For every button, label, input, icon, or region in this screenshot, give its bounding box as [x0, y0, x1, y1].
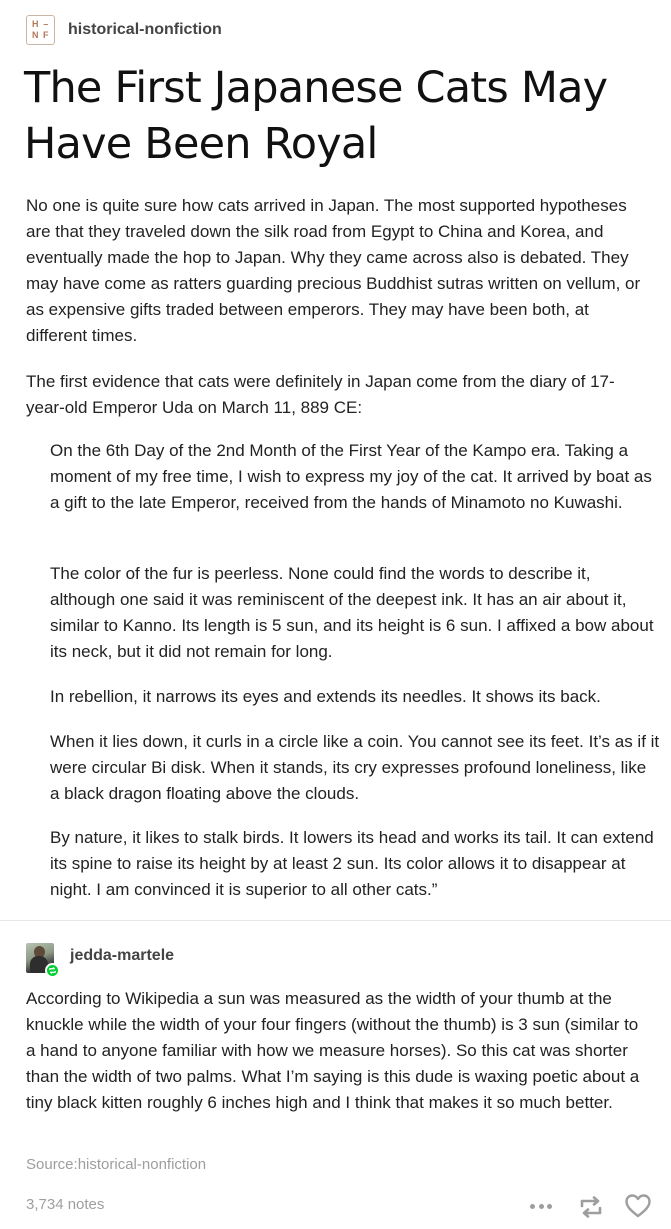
source-attribution [26, 1156, 206, 1173]
reblog-comment: According to Wikipedia a sun was measured as the width of your thumb at the knuckle while the width of your four fingers (without the thumb) is 3 sun (similar to a hand to anyone familiar with how we measure horses). So this cat was shorter than the width of two palms. What I’m saying is this dude is waxing poetic about a tiny black kitten roughly 6 inches high and I think that makes it so much better. [26, 989, 640, 1112]
post-title: The First Japanese Cats May Have Been Royal [24, 63, 608, 169]
post-paragraph: The first evidence that cats were definitely in Japan come from the diary of 17-year-old Emperor Uda on March 11, 889 CE: [26, 372, 615, 417]
reblog-header [26, 940, 174, 976]
more-options-icon[interactable] [526, 1194, 556, 1218]
avatar-letter: F [43, 30, 49, 40]
avatar-letter: H [32, 19, 39, 29]
reblog-divider [0, 920, 671, 921]
blockquote-paragraph: On the 6th Day of the 2nd Month of the First Year of the Kampo era. Taking a moment of my free time, I wish to express my joy of the cat. It arrived by boat as a gift to the late Emperor, received from the hands of Minamoto no Kuwashi. [50, 441, 652, 512]
source-label: Source: [26, 1156, 78, 1173]
reblog-icon[interactable] [577, 1194, 605, 1220]
user-avatar[interactable] [26, 943, 54, 973]
source-blog-link[interactable]: historical-nonfiction [77, 1156, 207, 1173]
avatar-letter: – [43, 19, 49, 29]
blockquote-paragraph: By nature, it likes to stalk birds. It lowers its head and works its tail. It can extend its spine to raise its height by at least 2 sun. Its color allows it to disappear at night. I am convinced it is superior to all other cats.” [50, 828, 654, 899]
post-header [26, 14, 222, 46]
reblog-user-link[interactable]: jedda-martele [70, 947, 175, 964]
blockquote-paragraph: When it lies down, it curls in a circle like a coin. You cannot see its feet. It’s as if it were circular Bi disk. When it stands, its cry expresses profound loneliness, like a black dragon floating above the clouds. [50, 732, 660, 803]
heart-icon[interactable] [624, 1193, 652, 1219]
notes-count[interactable]: 3,734 notes [26, 1196, 105, 1213]
blog-avatar[interactable] [26, 15, 55, 45]
dot [539, 1204, 544, 1209]
reblog-badge-icon [45, 963, 60, 978]
avatar-letter: N [32, 30, 39, 40]
blockquote-paragraph: In rebellion, it narrows its eyes and extends its needles. It shows its back. [50, 687, 601, 706]
dot [547, 1204, 552, 1209]
dot [530, 1204, 535, 1209]
post-paragraph: No one is quite sure how cats arrived in Japan. The most supported hypotheses are that they traveled down the silk road from Egypt to China and Korea, and eventually made the hop to Japan. Why they came across also is debated. They may have come as ratters guarding precious Buddhist sutras written on vellum, or as expensive gifts traded between emperors. They may have been both, at different times. [26, 196, 641, 345]
blog-name-link[interactable]: historical-nonfiction [68, 21, 222, 38]
blockquote-paragraph: The color of the fur is peerless. None could find the words to describe it, although one said it was reminiscent of the deepest ink. It has an air about it, similar to Kanno. Its length is 5 sun, and its height is 6 sun. I affixed a bow about its neck, but it did not remain for long. [50, 564, 654, 661]
